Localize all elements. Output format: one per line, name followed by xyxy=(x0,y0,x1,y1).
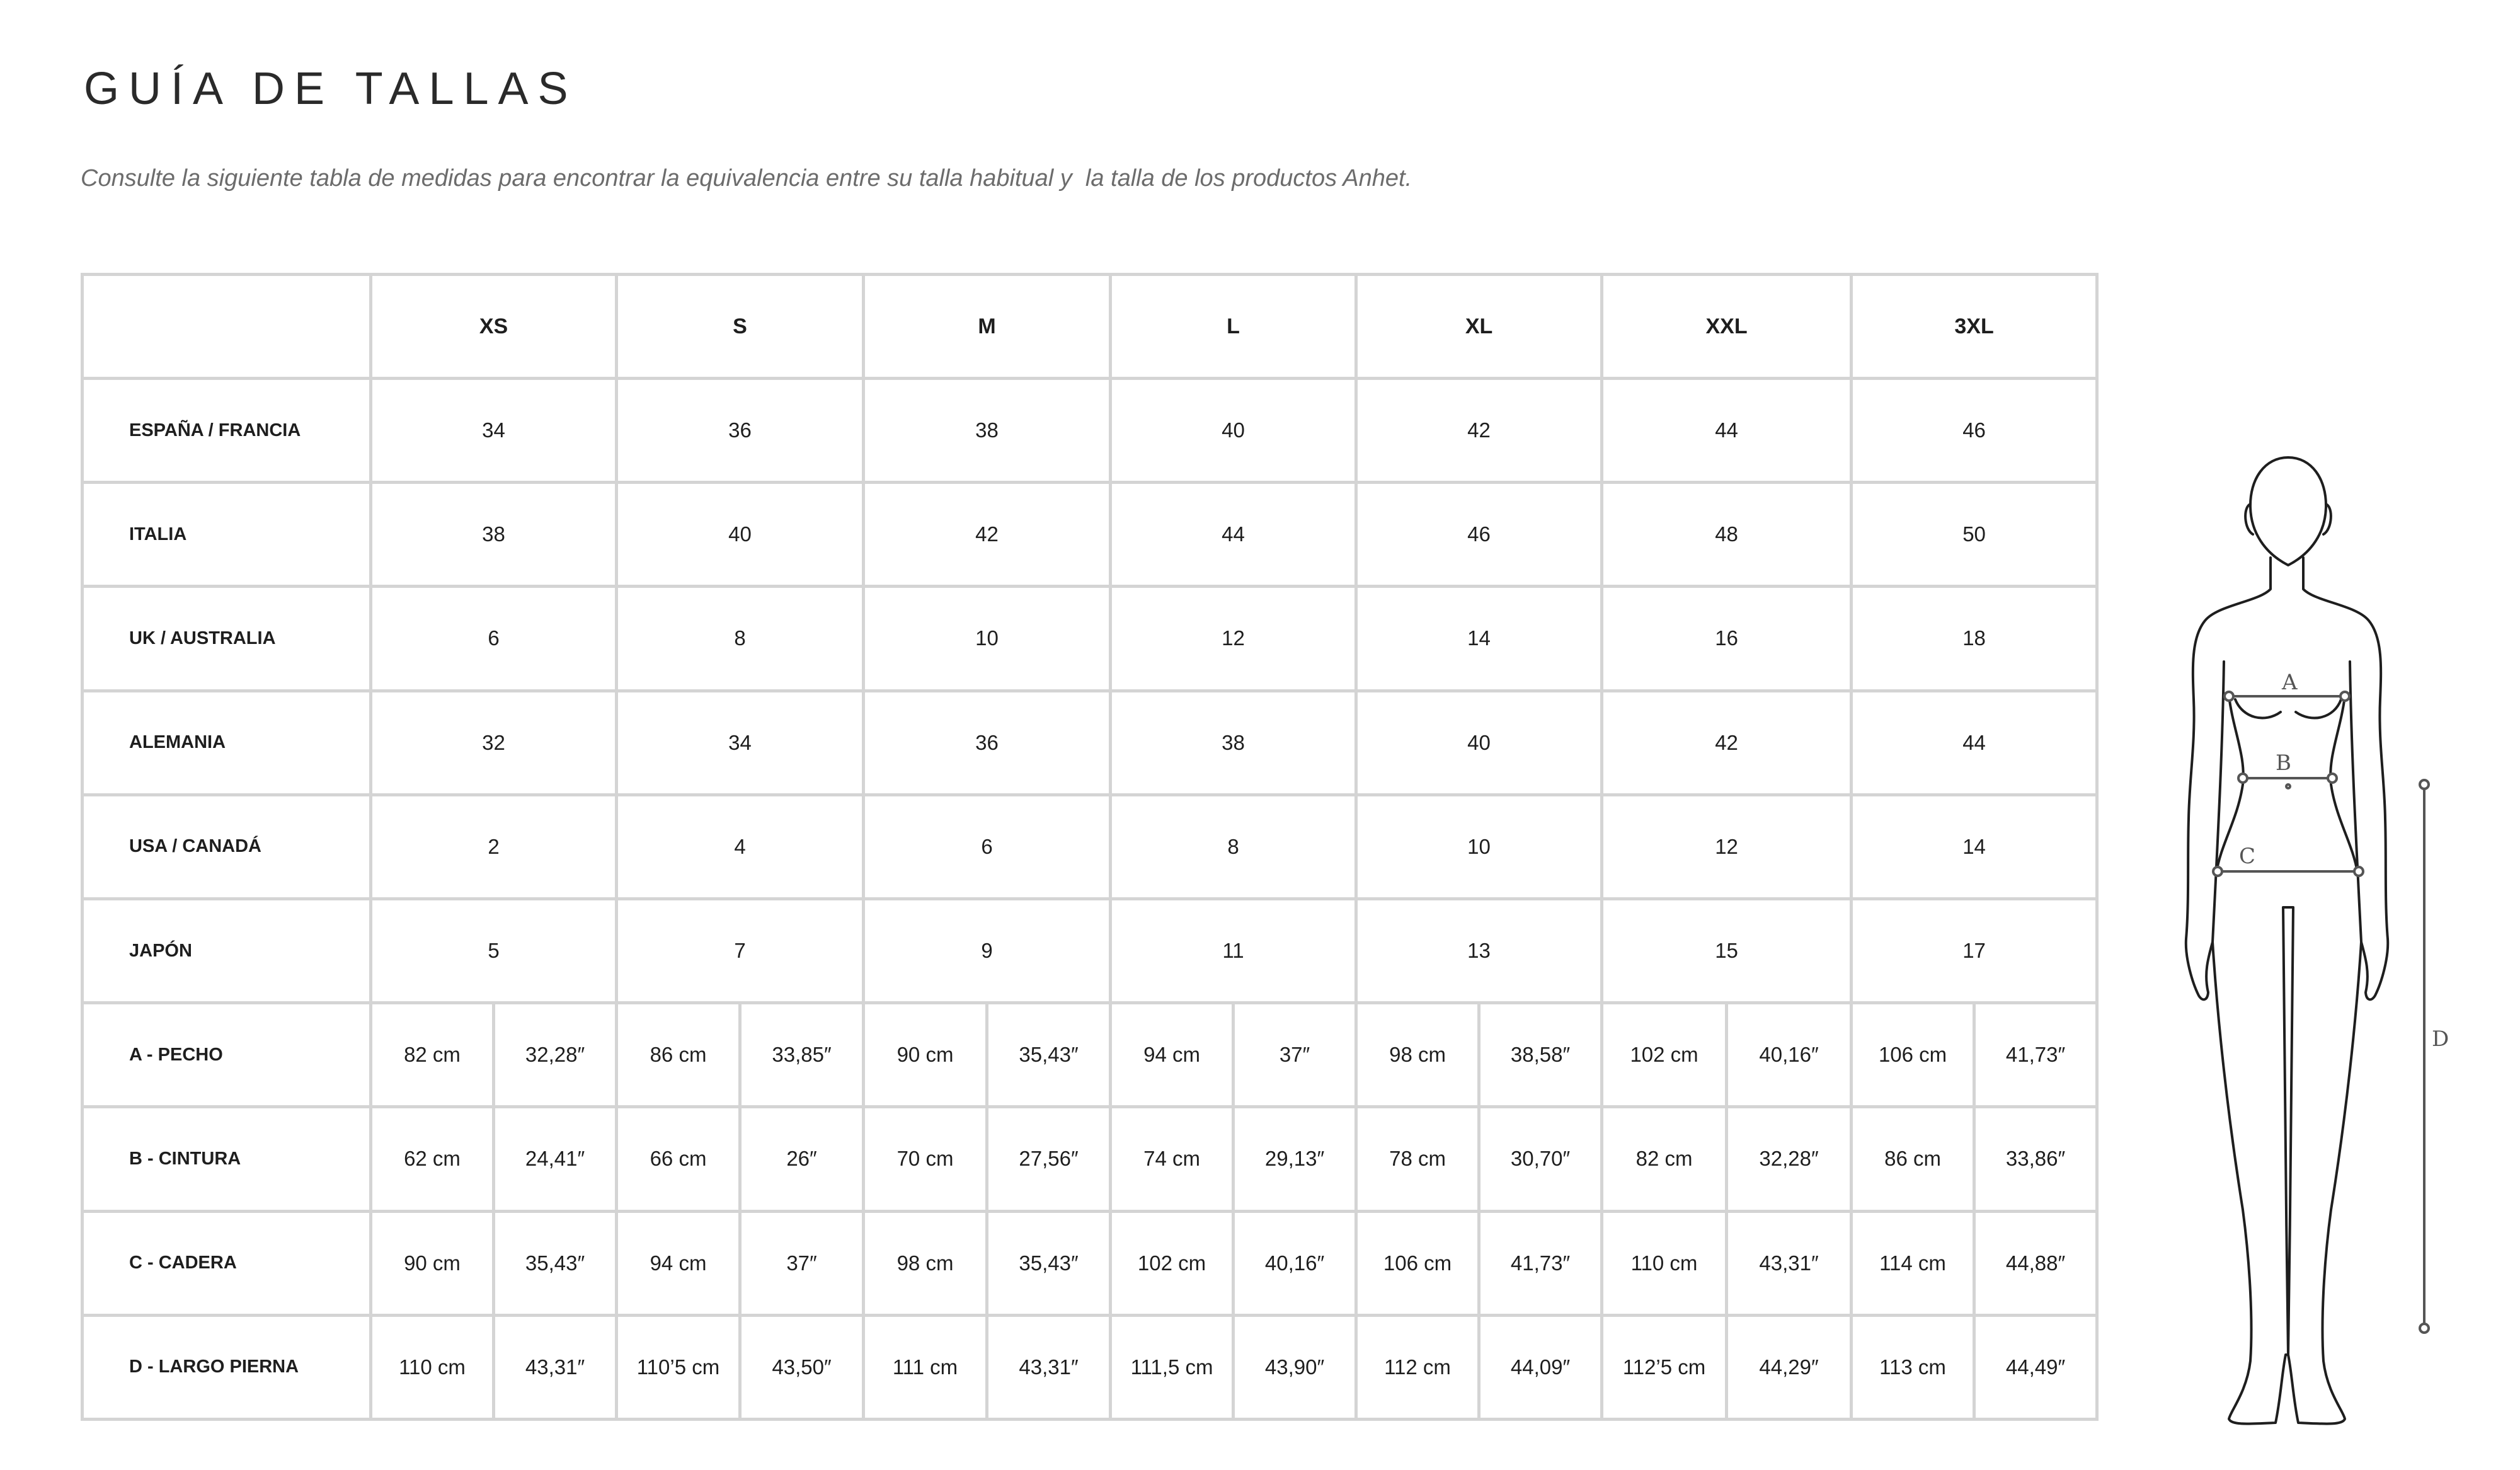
table-cell: 7 xyxy=(617,899,864,1002)
table-cell: 34 xyxy=(371,379,617,483)
table-cell: 94 cm xyxy=(1111,1003,1234,1107)
table-row xyxy=(83,379,2097,483)
table-cell: 66 cm xyxy=(617,1107,740,1211)
table-cell: 4 xyxy=(617,795,864,899)
corner-cell xyxy=(83,275,371,379)
label-b: B xyxy=(2276,750,2291,776)
arm-right-inner xyxy=(2350,662,2361,942)
table-cell: 44,49″ xyxy=(1974,1315,2097,1419)
table-cell: 82 cm xyxy=(1602,1107,1727,1211)
table-cell: 42 xyxy=(1602,691,1852,795)
table-cell: 26″ xyxy=(740,1107,864,1211)
table-cell: 78 cm xyxy=(1356,1107,1479,1211)
size-header: XL xyxy=(1356,275,1602,379)
table-row xyxy=(83,1107,2097,1211)
row-label: ALEMANIA xyxy=(83,691,371,795)
table-cell: 82 cm xyxy=(371,1003,494,1107)
table-row xyxy=(83,1003,2097,1107)
table-cell: 110 cm xyxy=(1602,1211,1727,1315)
table-row xyxy=(83,483,2097,587)
chest-measure-dot xyxy=(2225,692,2233,701)
table-cell: 36 xyxy=(617,379,864,483)
table-cell: 46 xyxy=(1356,483,1602,587)
label-c: C xyxy=(2239,844,2256,869)
table-cell: 41,73″ xyxy=(1974,1003,2097,1107)
table-cell: 34 xyxy=(617,691,864,795)
table-cell: 37″ xyxy=(740,1211,864,1315)
table-cell: 36 xyxy=(864,691,1111,795)
table-cell: 111 cm xyxy=(864,1315,987,1419)
table-cell: 86 cm xyxy=(1852,1107,1974,1211)
table-cell: 40 xyxy=(1111,379,1356,483)
table-cell: 114 cm xyxy=(1852,1211,1974,1315)
table-cell: 48 xyxy=(1602,483,1852,587)
table-cell: 6 xyxy=(864,795,1111,899)
table-cell: 18 xyxy=(1852,587,2097,691)
table-cell: 113 cm xyxy=(1852,1315,1974,1419)
navel-mark xyxy=(2286,784,2290,788)
table-cell: 106 cm xyxy=(1356,1211,1479,1315)
label-d: D xyxy=(2432,1026,2449,1052)
table-cell: 90 cm xyxy=(371,1211,494,1315)
table-cell: 32,28″ xyxy=(494,1003,617,1107)
table-cell: 30,70″ xyxy=(1479,1107,1602,1211)
header-row xyxy=(83,275,2097,379)
table-cell: 10 xyxy=(864,587,1111,691)
row-label: USA / CANADÁ xyxy=(83,795,371,899)
table-cell: 32 xyxy=(371,691,617,795)
table-cell: 33,85″ xyxy=(740,1003,864,1107)
table-cell: 44,88″ xyxy=(1974,1211,2097,1315)
table-cell: 15 xyxy=(1602,899,1852,1002)
table-cell: 43,31″ xyxy=(987,1315,1111,1419)
table-cell: 2 xyxy=(371,795,617,899)
table-cell: 29,13″ xyxy=(1234,1107,1356,1211)
table-cell: 102 cm xyxy=(1602,1003,1727,1107)
table-cell: 111,5 cm xyxy=(1111,1315,1234,1419)
table-cell: 94 cm xyxy=(617,1211,740,1315)
hip-measure-dot xyxy=(2354,867,2363,876)
page-title: GUÍA DE TALLAS xyxy=(84,64,578,114)
size-header: XXL xyxy=(1602,275,1852,379)
table-cell: 38 xyxy=(864,379,1111,483)
size-header: M xyxy=(864,275,1111,379)
table-cell: 9 xyxy=(864,899,1111,1002)
table-cell: 38 xyxy=(1111,691,1356,795)
head-outline xyxy=(2250,457,2326,565)
table-cell: 112 cm xyxy=(1356,1315,1479,1419)
table-cell: 40 xyxy=(617,483,864,587)
table-cell: 90 cm xyxy=(864,1003,987,1107)
table-cell: 70 cm xyxy=(864,1107,987,1211)
table-row xyxy=(83,691,2097,795)
body-measurement-figure xyxy=(2161,441,2476,1437)
table-cell: 12 xyxy=(1111,587,1356,691)
row-label: UK / AUSTRALIA xyxy=(83,587,371,691)
leg-gap xyxy=(2283,907,2293,1355)
bust-right xyxy=(2296,699,2341,718)
table-cell: 37″ xyxy=(1234,1003,1356,1107)
table-cell: 12 xyxy=(1602,795,1852,899)
table-cell: 11 xyxy=(1111,899,1356,1002)
table-cell: 35,43″ xyxy=(987,1211,1111,1315)
table-cell: 17 xyxy=(1852,899,2097,1002)
table-cell: 40,16″ xyxy=(1727,1003,1852,1107)
table-cell: 43,90″ xyxy=(1234,1315,1356,1419)
page-subtitle: Consulte la siguiente tabla de medidas para encontrar la equivalencia entre su talla habitual y la talla de los productos Anhet. xyxy=(81,165,1412,192)
table-cell: 38,58″ xyxy=(1479,1003,1602,1107)
leg-measure-dot xyxy=(2420,780,2429,789)
table-cell: 8 xyxy=(1111,795,1356,899)
table-cell: 33,86″ xyxy=(1974,1107,2097,1211)
table-cell: 74 cm xyxy=(1111,1107,1234,1211)
table-cell: 6 xyxy=(371,587,617,691)
table-cell: 44 xyxy=(1602,379,1852,483)
table-row xyxy=(83,1211,2097,1315)
table-row xyxy=(83,899,2097,1002)
table-cell: 98 cm xyxy=(1356,1003,1479,1107)
table-cell: 24,41″ xyxy=(494,1107,617,1211)
size-header: 3XL xyxy=(1852,275,2097,379)
table-cell: 102 cm xyxy=(1111,1211,1234,1315)
table-cell: 8 xyxy=(617,587,864,691)
table-cell: 41,73″ xyxy=(1479,1211,1602,1315)
table-cell: 40,16″ xyxy=(1234,1211,1356,1315)
table-cell: 110 cm xyxy=(371,1315,494,1419)
chest-measure-dot xyxy=(2340,692,2349,701)
table-cell: 35,43″ xyxy=(987,1003,1111,1107)
size-table xyxy=(81,273,2099,1421)
waist-measure-dot xyxy=(2328,774,2337,783)
table-cell: 62 cm xyxy=(371,1107,494,1211)
row-label: D - LARGO PIERNA xyxy=(83,1315,371,1419)
table-cell: 42 xyxy=(864,483,1111,587)
table-cell: 86 cm xyxy=(617,1003,740,1107)
table-cell: 5 xyxy=(371,899,617,1002)
row-label: A - PECHO xyxy=(83,1003,371,1107)
row-label: ESPAÑA / FRANCIA xyxy=(83,379,371,483)
table-cell: 44,09″ xyxy=(1479,1315,1602,1419)
table-cell: 112’5 cm xyxy=(1602,1315,1727,1419)
table-row xyxy=(83,1315,2097,1419)
size-header: L xyxy=(1111,275,1356,379)
table-row xyxy=(83,587,2097,691)
size-header: S xyxy=(617,275,864,379)
table-cell: 44 xyxy=(1852,691,2097,795)
table-row xyxy=(83,795,2097,899)
table-cell: 10 xyxy=(1356,795,1602,899)
hip-measure-dot xyxy=(2213,867,2222,876)
table-cell: 14 xyxy=(1852,795,2097,899)
table-cell: 43,50″ xyxy=(740,1315,864,1419)
waist-measure-dot xyxy=(2238,774,2247,783)
size-header: XS xyxy=(371,275,617,379)
table-cell: 14 xyxy=(1356,587,1602,691)
leg-measure-dot xyxy=(2420,1324,2429,1333)
row-label: ITALIA xyxy=(83,483,371,587)
table-cell: 35,43″ xyxy=(494,1211,617,1315)
table-cell: 27,56″ xyxy=(987,1107,1111,1211)
table-cell: 38 xyxy=(371,483,617,587)
row-label: C - CADERA xyxy=(83,1211,371,1315)
row-label: B - CINTURA xyxy=(83,1107,371,1211)
table-cell: 44,29″ xyxy=(1727,1315,1852,1419)
table-cell: 43,31″ xyxy=(494,1315,617,1419)
table-cell: 106 cm xyxy=(1852,1003,1974,1107)
table-cell: 43,31″ xyxy=(1727,1211,1852,1315)
label-a: A xyxy=(2282,670,2298,695)
bust-left xyxy=(2235,699,2281,718)
table-cell: 44 xyxy=(1111,483,1356,587)
table-cell: 98 cm xyxy=(864,1211,987,1315)
table-cell: 42 xyxy=(1356,379,1602,483)
table-cell: 50 xyxy=(1852,483,2097,587)
table-cell: 32,28″ xyxy=(1727,1107,1852,1211)
table-cell: 110’5 cm xyxy=(617,1315,740,1419)
table-cell: 46 xyxy=(1852,379,2097,483)
arm-left-inner xyxy=(2213,662,2224,942)
table-cell: 16 xyxy=(1602,587,1852,691)
row-label: JAPÓN xyxy=(83,899,371,1002)
table-cell: 13 xyxy=(1356,899,1602,1002)
table-cell: 40 xyxy=(1356,691,1602,795)
